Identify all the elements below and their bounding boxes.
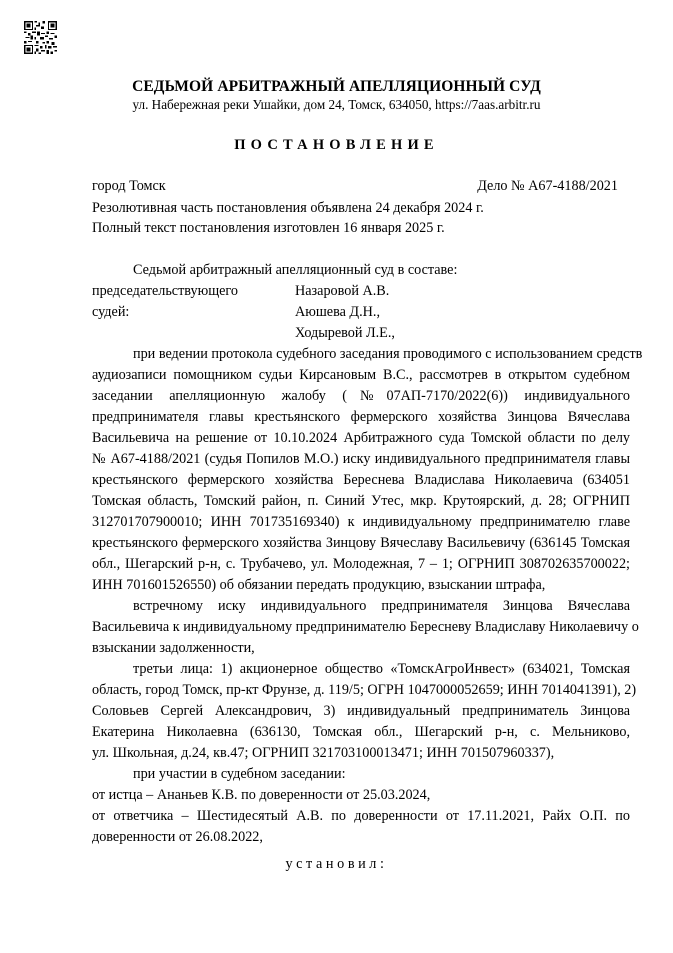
body-line: доверенности от 26.08.2022,: [92, 829, 263, 845]
body-line: область, город Томск, пр-кт Фрунзе, д. 119/5; ОГРН 1047000052659; ИНН 7014041391), 2): [92, 682, 637, 698]
body-line: Васильевича к индивидуальному предпринимателю Бересневу Владиславу Николаевичу о: [92, 619, 639, 635]
judges-label: судей:: [92, 304, 130, 320]
body-line: при ведении протокола судебного заседания проводимого с использованием средств: [133, 346, 643, 362]
body-line: предпринимателя главы крестьянского фермерского хозяйства Зинцова Вячеслава: [92, 409, 630, 425]
body-line: от ответчика – Шестидесятый А.В. по доверенности от 17.11.2021, Райх О.П. по: [92, 808, 630, 824]
body-line: заседании апелляционную жалобу (№07АП-7170/2022(6)) индивидуального: [92, 388, 630, 404]
city: город Томск: [92, 178, 166, 194]
qr-code: [24, 21, 57, 54]
body-line: № А67-4188/2021 (судья Попилов М.О.) иску индивидуального предпринимателя главы: [92, 451, 630, 467]
body-line: взыскании задолженности,: [92, 640, 255, 656]
body-line: ИНН 701601526550) об обязании передать продукцию, взыскании штрафа,: [92, 577, 546, 593]
court-name: СЕДЬМОЙ АРБИТРАЖНЫЙ АПЕЛЛЯЦИОННЫЙ СУД: [132, 78, 541, 95]
announced-date: Резолютивная часть постановления объявлена 24 декабря 2024 г.: [92, 200, 484, 216]
body-line: Томская область, Томский район, п. Синий Утес, мкр. Крутоярский, д. 28; ОГРНИП: [92, 493, 630, 509]
body-line: крестьянского фермерского хозяйства Зинцову Вячеславу Васильевичу (636145 Томская: [92, 535, 630, 551]
body-line: встречному иску индивидуального предпринимателя Зинцова Вячеслава: [133, 598, 630, 614]
judge-name: Аюшева Д.Н.,: [295, 304, 380, 320]
full-text-date: Полный текст постановления изготовлен 16 января 2025 г.: [92, 220, 445, 236]
body-line: третьи лица: 1) акционерное общество «ТомскАгроИнвест» (634021, Томская: [133, 661, 630, 677]
composition-intro: Седьмой арбитражный апелляционный суд в составе:: [133, 262, 458, 278]
body-line: 312701707900010; ИНН 701735169340) к индивидуальному предпринимателю главе: [92, 514, 630, 530]
chair-label: председательствующего: [92, 283, 238, 299]
body-line: Соловьев Сергей Александрович, 3) индивидуальный предприниматель Зинцова: [92, 703, 630, 719]
closing-heading: установил:: [285, 856, 388, 872]
court-address: ул. Набережная реки Ушайки, дом 24, Томск, 634050, https://7aas.arbitr.ru: [132, 97, 541, 112]
body-line: от истца – Ананьев К.В. по доверенности от 25.03.2024,: [92, 787, 431, 803]
case-number: Дело № А67-4188/2021: [477, 178, 618, 194]
body-line: ул. Школьная, д.24, кв.47; ОГРНИП 321703100013471; ИНН 701507960337),: [92, 745, 555, 761]
body-line: аудиозаписи помощником судьи Кирсановым В.С., рассмотрев в открытом судебном: [92, 367, 630, 383]
judge-name: Ходыревой Л.Е.,: [295, 325, 395, 341]
body-line: при участии в судебном заседании:: [133, 766, 346, 782]
body-line: крестьянского фермерского хозяйства Береснева Владислава Николаевича (634051: [92, 472, 630, 488]
document-title: ПОСТАНОВЛЕНИЕ: [234, 137, 439, 153]
body-line: обл., Шегарский р-н, с. Трубачево, ул. Молодежная, 7 – 1; ОГРНИП 308702635700022;: [92, 556, 630, 572]
chair-name: Назаровой А.В.: [295, 283, 390, 299]
body-line: Васильевича на решение от 10.10.2024 Арбитражного суда Томской области по делу: [92, 430, 630, 446]
body-line: Екатерина Николаевна (636130, Томская обл., Шегарский р-н, с. Мельниково,: [92, 724, 630, 740]
